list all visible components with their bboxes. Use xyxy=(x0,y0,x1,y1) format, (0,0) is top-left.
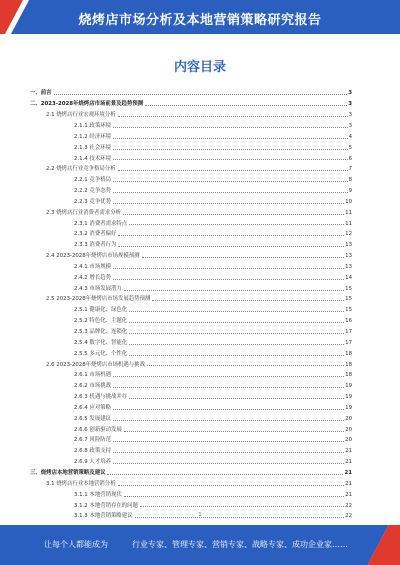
toc-entry-page: 22 xyxy=(345,513,352,520)
toc-leader-dots xyxy=(129,224,344,225)
toc-entry-label: 2.1.1 政策环境 xyxy=(74,122,111,129)
toc-entry-page: 3 xyxy=(348,112,352,119)
toc-entry-page: 15 xyxy=(345,285,352,292)
toc-leader-dots xyxy=(129,398,344,399)
toc-entry[interactable] xyxy=(30,422,352,433)
toc-entry-page: 10 xyxy=(345,198,352,205)
toc-leader-dots xyxy=(113,159,348,160)
toc-entry[interactable] xyxy=(30,314,352,325)
toc-entry[interactable] xyxy=(30,108,352,119)
toc-entry-page: 3 xyxy=(348,90,352,97)
toc-entry[interactable] xyxy=(30,433,352,444)
toc-entry-page: 13 xyxy=(345,263,352,270)
toc-leader-dots xyxy=(118,170,348,171)
footer-red-stripe xyxy=(365,525,400,565)
toc-entry[interactable] xyxy=(30,281,352,292)
toc-entry-label: 2.1.3 社会环境 xyxy=(74,144,111,151)
toc-entry[interactable] xyxy=(30,346,352,357)
toc-entry-page: 20 xyxy=(345,415,352,422)
toc-entry-label: 2.6.6 创新驱动发展 xyxy=(74,426,122,433)
toc-entry-page: 20 xyxy=(345,426,352,433)
toc-entry[interactable] xyxy=(30,411,352,422)
toc-entry-label: 一、前言 xyxy=(30,90,52,97)
toc-entry-label: 2.2 烧烤店行业竞争格局分析 xyxy=(46,166,116,173)
toc-entry-label: 3.1.2 本地营销存在的问题 xyxy=(74,502,138,509)
toc-entry[interactable] xyxy=(30,487,352,498)
toc-entry-page: 16 xyxy=(345,318,352,325)
toc-leader-dots xyxy=(147,365,344,366)
toc-entry[interactable] xyxy=(30,368,352,379)
toc-leader-dots xyxy=(113,387,344,388)
page-number: 1 xyxy=(198,512,202,518)
toc-entry-page: 15 xyxy=(345,296,352,303)
toc-leader-dots xyxy=(129,311,344,312)
toc-entry-page: 21 xyxy=(345,491,352,498)
toc-leader-dots xyxy=(124,496,344,497)
toc-entry[interactable] xyxy=(30,379,352,390)
toc-entry-label: 3.1 烧烤店行业本地营销分析 xyxy=(46,480,116,487)
toc-entry[interactable] xyxy=(30,400,352,411)
toc-leader-dots xyxy=(113,149,348,150)
toc-leader-dots xyxy=(118,246,344,247)
toc-entry-page: 6 xyxy=(348,155,352,162)
toc-leader-dots xyxy=(129,322,344,323)
toc-leader-dots xyxy=(113,192,348,193)
toc-entry[interactable] xyxy=(30,205,352,216)
toc-entry-page: 21 xyxy=(345,480,352,487)
toc-leader-dots xyxy=(113,409,344,410)
toc-entry[interactable] xyxy=(30,216,352,227)
toc-entry-page: 7 xyxy=(348,166,352,173)
toc-entry-label: 3.1.3 本地营销策略建议 xyxy=(74,513,133,520)
toc-entry[interactable] xyxy=(30,97,352,108)
toc-entry-page: 22 xyxy=(345,502,352,509)
toc-entry-page: 5 xyxy=(348,144,352,151)
toc-entry-label: 2.6.7 风险防范 xyxy=(74,437,111,444)
toc-entry-label: 三、烧烤店本地营销策略及建议 xyxy=(30,469,106,476)
toc-entry-label: 2.3.1 消费者需求特点 xyxy=(74,220,128,227)
toc-entry[interactable] xyxy=(30,194,352,205)
toc-leader-dots xyxy=(113,181,348,182)
toc-entry-label: 2.4 2023-2028年烧烤店市场规模预测 xyxy=(46,253,140,260)
toc-entry[interactable] xyxy=(30,119,352,130)
toc-entry-label: 2.4.3 市场发展潜力 xyxy=(74,285,122,292)
toc-entry[interactable] xyxy=(30,86,352,97)
toc-entry-label: 2.6.1 市场机遇 xyxy=(74,372,111,379)
toc-entry-label: 2.2.3 竞争优势 xyxy=(74,198,111,205)
toc-leader-dots xyxy=(129,355,344,356)
toc-leader-dots xyxy=(113,203,344,204)
toc-leader-dots xyxy=(124,431,344,432)
toc-leader-dots xyxy=(113,463,344,464)
table-of-contents xyxy=(30,86,352,520)
toc-leader-dots xyxy=(113,420,344,421)
toc-entry[interactable] xyxy=(30,140,352,151)
toc-entry[interactable] xyxy=(30,292,352,303)
toc-entry-page: 21 xyxy=(344,469,352,476)
toc-entry[interactable] xyxy=(30,335,352,346)
toc-entry[interactable] xyxy=(30,129,352,140)
toc-entry-label: 2.4.2 增长趋势 xyxy=(74,274,111,281)
toc-entry[interactable] xyxy=(30,238,352,249)
toc-entry-page: 4 xyxy=(348,133,352,140)
footer-tagline: 行业专家、管理专家、营销专家、战略专家、成功企业家…… xyxy=(132,540,348,549)
toc-leader-dots xyxy=(54,94,348,95)
toc-entry-label: 2.1 烧烤店行业宏观环境分析 xyxy=(46,112,116,119)
toc-leader-dots xyxy=(118,235,344,236)
toc-entry[interactable] xyxy=(30,390,352,401)
toc-entry-page: 18 xyxy=(345,372,352,379)
toc-entry[interactable] xyxy=(30,151,352,162)
toc-entry[interactable] xyxy=(30,173,352,184)
toc-entry-page: 9 xyxy=(348,188,352,195)
toc-entry[interactable] xyxy=(30,249,352,260)
toc-heading: 内容目录 xyxy=(173,60,226,75)
toc-entry[interactable] xyxy=(30,260,352,271)
toc-entry-label: 2.3.2 消费者偏好 xyxy=(74,231,117,238)
toc-entry[interactable] xyxy=(30,498,352,509)
toc-entry-page: 3 xyxy=(348,101,352,108)
header-banner xyxy=(0,0,400,34)
toc-entry-label: 2.4.1 市场规模 xyxy=(74,263,111,270)
toc-entry[interactable] xyxy=(30,357,352,368)
toc-entry-label: 2.6.2 市场挑战 xyxy=(74,383,111,390)
toc-entry-label: 2.5.1 健康化、绿色化 xyxy=(74,307,128,314)
toc-entry-page: 19 xyxy=(345,383,352,390)
toc-entry-page: 13 xyxy=(345,253,352,260)
toc-leader-dots xyxy=(145,105,347,106)
toc-leader-dots xyxy=(129,344,344,345)
toc-entry-label: 2.2.2 竞争态势 xyxy=(74,188,111,195)
toc-entry-page: 8 xyxy=(348,177,352,184)
toc-entry-page: 21 xyxy=(345,459,352,466)
toc-entry-page: 11 xyxy=(345,220,352,227)
toc-entry-page: 15 xyxy=(345,307,352,314)
toc-leader-dots xyxy=(123,214,344,215)
toc-entry-label: 2.6.8 政策支持 xyxy=(74,448,111,455)
toc-entry-label: 2.6.3 机遇与挑战并存 xyxy=(74,394,128,401)
toc-entry-label: 3.1.1 本地营销现状 xyxy=(74,491,122,498)
toc-entry-label: 2.2.1 竞争格局 xyxy=(74,177,111,184)
toc-entry[interactable] xyxy=(30,270,352,281)
toc-leader-dots xyxy=(113,279,344,280)
toc-leader-dots xyxy=(113,127,348,128)
toc-entry-label: 2.5.4 数字化、智能化 xyxy=(74,339,128,346)
toc-entry-label: 2.3.3 消费者行为 xyxy=(74,242,117,249)
toc-entry-page: 13 xyxy=(345,242,352,249)
toc-leader-dots xyxy=(118,485,345,486)
footer-banner xyxy=(0,525,400,565)
toc-entry-label: 2.5.3 品牌化、连锁化 xyxy=(74,329,128,335)
toc-entry-label: 2.5.2 特色化、主题化 xyxy=(74,318,128,325)
toc-entry-label: 2.5.5 多元化、个性化 xyxy=(74,350,128,357)
toc-entry-page: 20 xyxy=(345,437,352,444)
toc-leader-dots xyxy=(113,452,344,453)
toc-entry-label: 2.6 2023-2028年烧烤店市场机遇与挑战 xyxy=(46,361,145,368)
toc-entry[interactable] xyxy=(30,325,352,336)
toc-leader-dots xyxy=(124,290,344,291)
toc-entry-page: 17 xyxy=(345,339,352,346)
report-title: 烧烤店市场分析及本地营销策略研究报告 xyxy=(78,13,322,28)
toc-entry-page: 18 xyxy=(345,350,352,357)
toc-entry-label: 2.6.5 发展建议 xyxy=(74,415,111,422)
toc-entry-label: 2.5 2023-2028年烧烤店市场发展趋势预测 xyxy=(46,296,151,303)
toc-entry-page: 18 xyxy=(345,361,352,368)
toc-entry[interactable] xyxy=(30,162,352,173)
toc-entry-page: 17 xyxy=(345,329,352,335)
toc-leader-dots xyxy=(129,333,344,334)
toc-entry-label: 二、2023-2028年烧烤店市场前景及趋势预测 xyxy=(30,101,144,108)
toc-leader-dots xyxy=(140,506,344,507)
toc-leader-dots xyxy=(113,441,344,442)
toc-leader-dots xyxy=(113,268,344,269)
toc-entry-page: 14 xyxy=(345,274,352,281)
toc-entry[interactable] xyxy=(30,466,352,477)
toc-leader-dots xyxy=(152,300,344,301)
toc-entry-label: 2.6.9 人才培养 xyxy=(74,459,111,466)
toc-entry-page: 3 xyxy=(348,122,352,129)
toc-entry[interactable] xyxy=(30,455,352,466)
toc-entry[interactable] xyxy=(30,303,352,314)
toc-entry-label: 2.6.4 应对策略 xyxy=(74,404,111,411)
toc-entry-label: 2.3 烧烤店行业消费者需求分析 xyxy=(46,209,121,216)
toc-entry-page: 12 xyxy=(345,231,352,238)
toc-entry-page: 19 xyxy=(345,404,352,411)
footer-slogan: 让每个人都能成为 xyxy=(44,540,108,549)
toc-entry-label: 2.1.4 技术环境 xyxy=(74,155,111,162)
toc-entry-page: 11 xyxy=(345,209,352,216)
toc-entry[interactable] xyxy=(30,227,352,238)
toc-entry-page: 21 xyxy=(345,448,352,455)
toc-leader-dots xyxy=(118,116,348,117)
toc-leader-dots xyxy=(113,376,344,377)
toc-leader-dots xyxy=(142,257,345,258)
toc-entry[interactable] xyxy=(30,184,352,195)
toc-leader-dots xyxy=(113,138,348,139)
toc-entry-page: 19 xyxy=(345,394,352,401)
toc-entry[interactable] xyxy=(30,444,352,455)
toc-entry[interactable] xyxy=(30,476,352,487)
toc-entry-label: 2.1.2 经济环境 xyxy=(74,133,111,140)
toc-leader-dots xyxy=(107,474,343,475)
